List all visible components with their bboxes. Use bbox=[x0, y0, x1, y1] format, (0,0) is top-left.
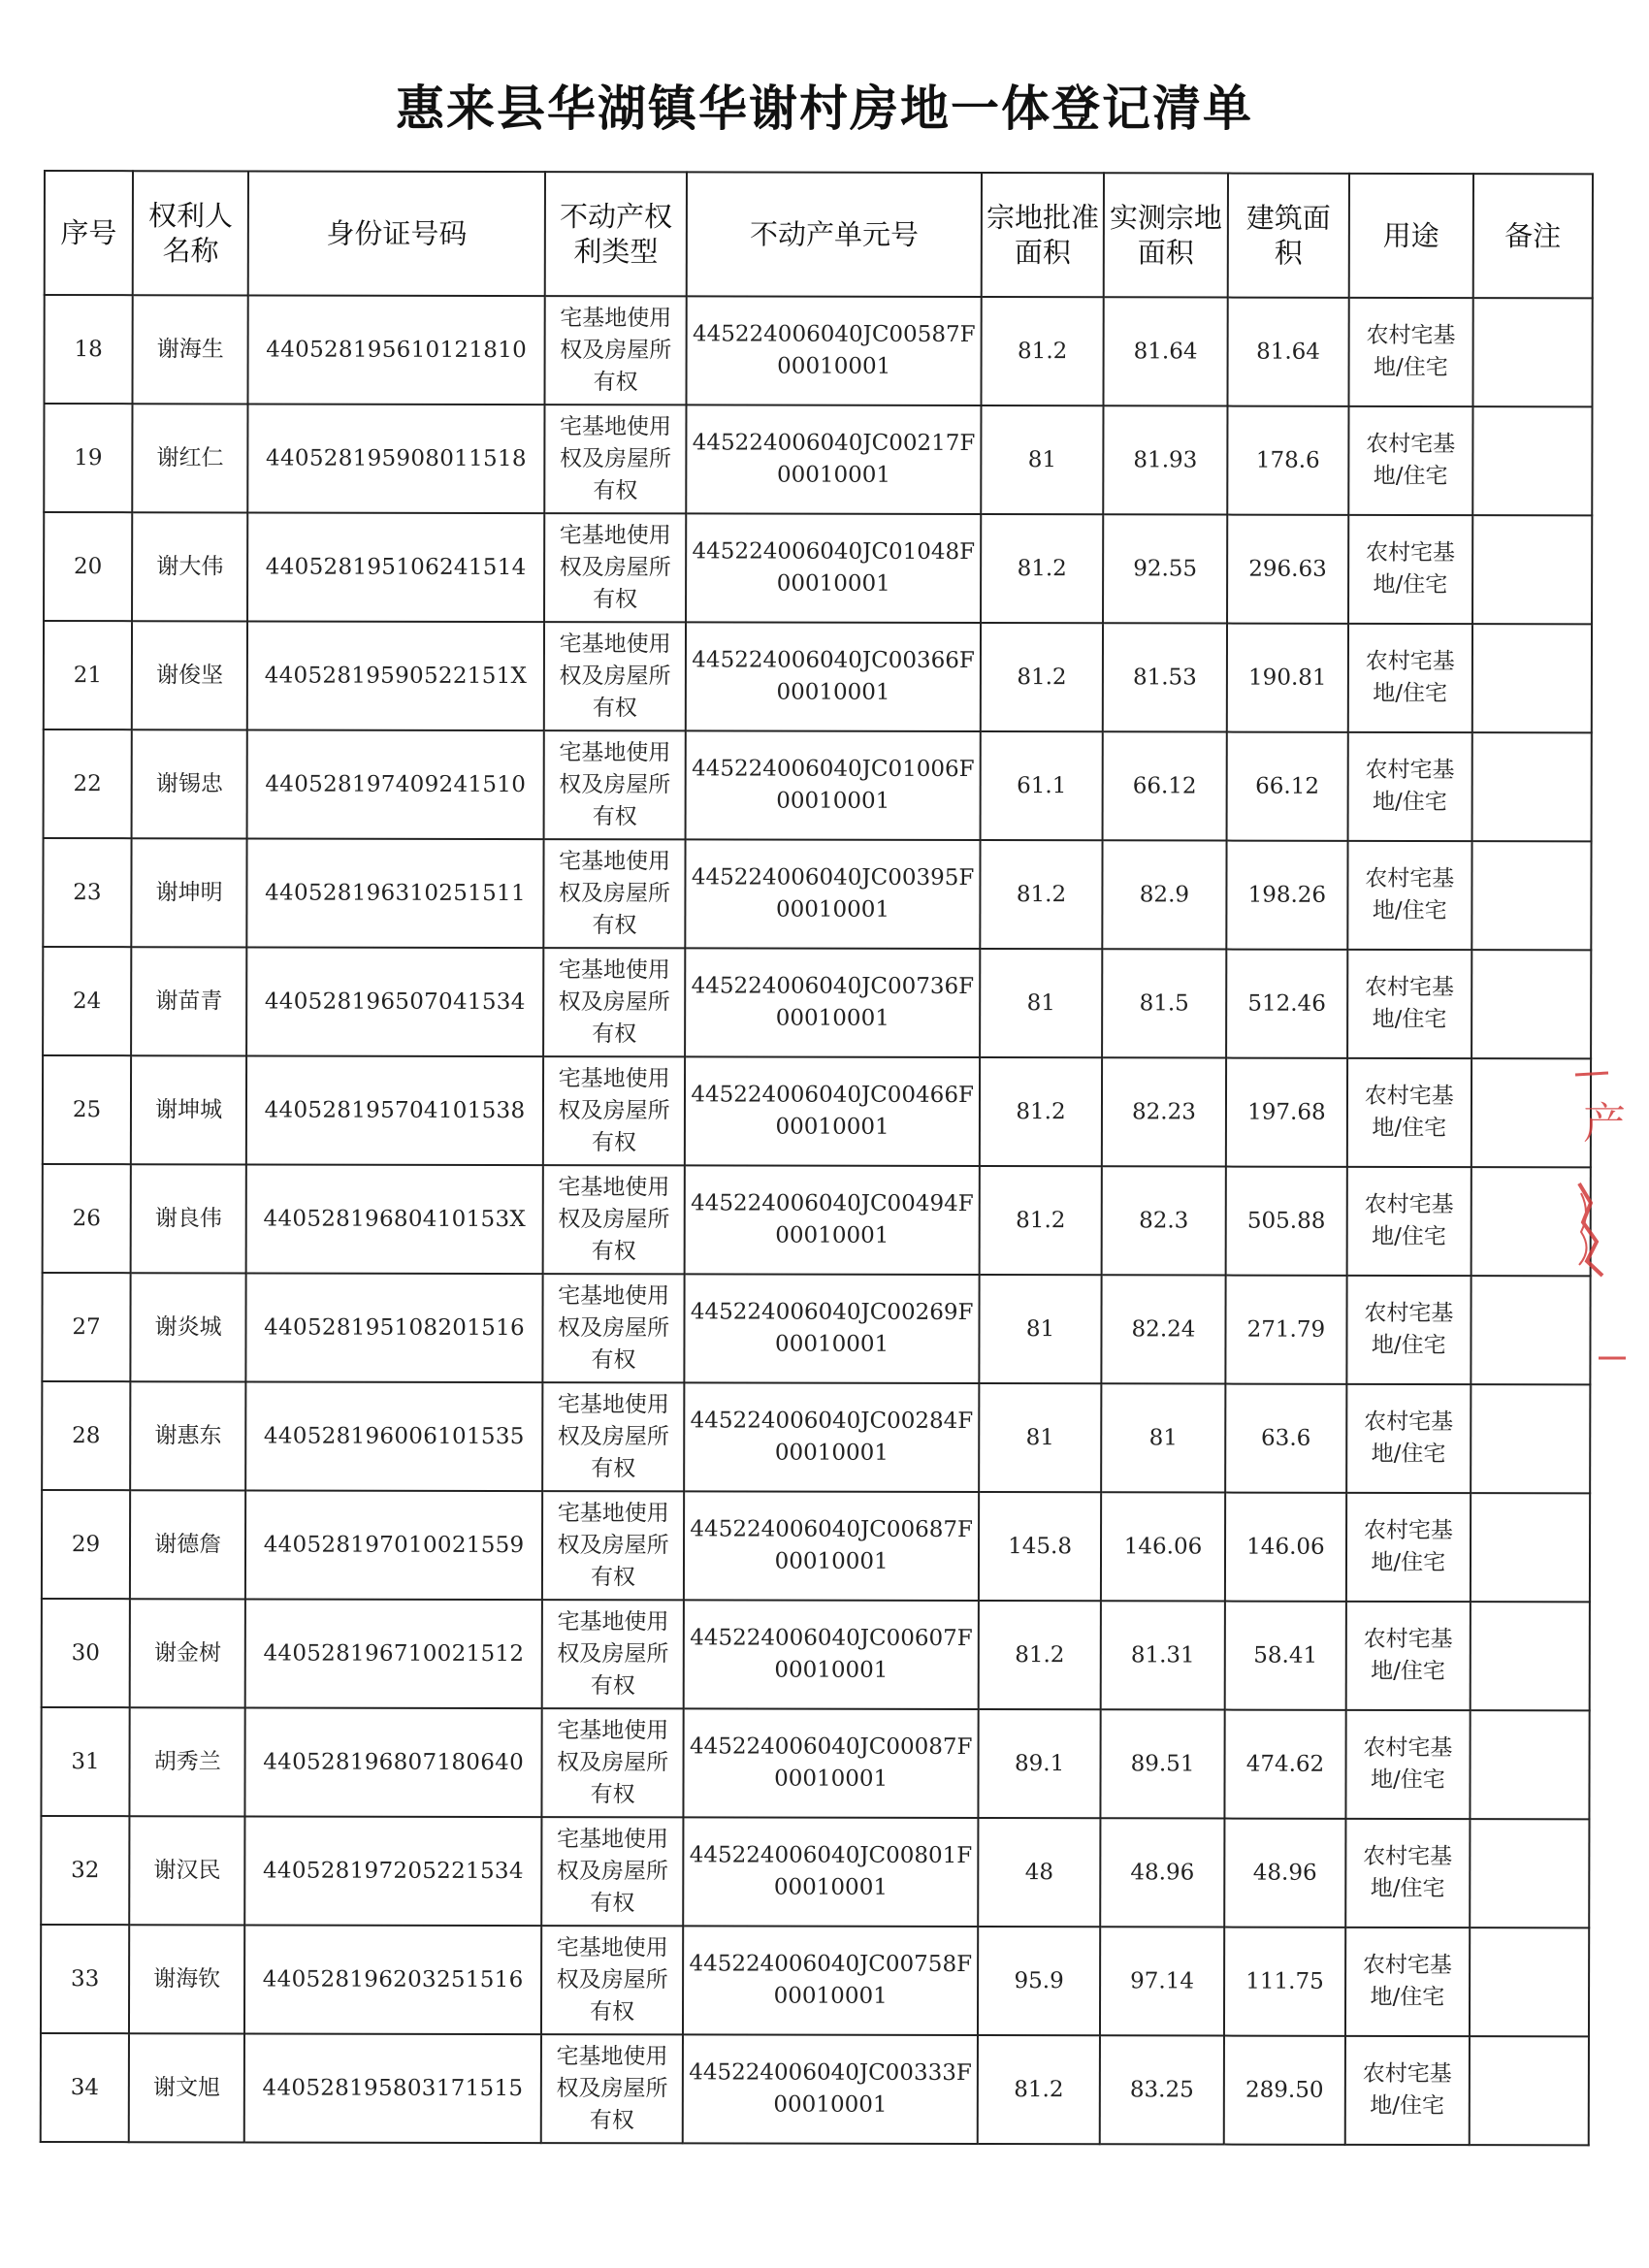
cell-owner-name: 谢良伟 bbox=[131, 1164, 247, 1273]
cell-building-area: 296.63 bbox=[1227, 515, 1349, 624]
cell-unit-number: 445224006040JC00587F00010001 bbox=[687, 296, 982, 405]
cell-remark bbox=[1470, 1602, 1590, 1710]
cell-unit-number: 445224006040JC00217F00010001 bbox=[687, 405, 982, 514]
cell-use: 农村宅基地/住宅 bbox=[1346, 1710, 1471, 1819]
cell-id-number: 44052819590522151X bbox=[247, 621, 544, 730]
cell-approved-area: 81.2 bbox=[978, 2035, 1101, 2144]
cell-right-type: 宅基地使用权及房屋所有权 bbox=[542, 1491, 685, 1600]
cell-use: 农村宅基地/住宅 bbox=[1347, 1167, 1471, 1276]
cell-seq: 18 bbox=[44, 295, 132, 404]
cell-approved-area: 81.2 bbox=[981, 623, 1104, 731]
table-row bbox=[41, 1707, 1589, 1819]
cell-measured-area: 81.5 bbox=[1102, 949, 1226, 1057]
cell-remark bbox=[1472, 406, 1593, 515]
cell-right-type: 宅基地使用权及房屋所有权 bbox=[541, 2034, 684, 2143]
cell-right-type: 宅基地使用权及房屋所有权 bbox=[544, 513, 687, 622]
cell-approved-area: 81 bbox=[980, 949, 1103, 1057]
cell-owner-name: 谢红仁 bbox=[132, 404, 248, 512]
cell-approved-area: 95.9 bbox=[978, 1927, 1101, 2035]
cell-id-number: 440528195803171515 bbox=[244, 2033, 541, 2143]
registration-table bbox=[40, 170, 1594, 2146]
cell-seq: 27 bbox=[42, 1273, 130, 1381]
cell-seq: 24 bbox=[43, 947, 131, 1055]
cell-measured-area: 82.9 bbox=[1103, 840, 1227, 949]
header-remark: 备注 bbox=[1472, 174, 1593, 298]
cell-use: 农村宅基地/住宅 bbox=[1348, 515, 1472, 624]
cell-approved-area: 81.2 bbox=[981, 514, 1104, 623]
cell-owner-name: 胡秀兰 bbox=[129, 1707, 245, 1816]
table-row bbox=[42, 1490, 1590, 1602]
cell-unit-number: 445224006040JC00607F00010001 bbox=[684, 1600, 979, 1709]
cell-remark bbox=[1471, 841, 1592, 950]
table-row bbox=[43, 1055, 1591, 1167]
cell-remark bbox=[1470, 1928, 1590, 2036]
table-header-row bbox=[45, 171, 1593, 298]
seal-glyph: 产 bbox=[1583, 1099, 1626, 1149]
table-row bbox=[44, 621, 1592, 732]
cell-building-area: 178.6 bbox=[1227, 406, 1349, 515]
cell-owner-name: 谢德詹 bbox=[130, 1490, 246, 1599]
cell-building-area: 58.41 bbox=[1224, 1602, 1346, 1710]
cell-use: 农村宅基地/住宅 bbox=[1348, 732, 1472, 841]
cell-id-number: 440528197409241510 bbox=[247, 729, 544, 839]
cell-seq: 22 bbox=[44, 729, 132, 838]
document-title: 惠来县华湖镇华谢村房地一体登记清单 bbox=[396, 81, 1253, 137]
cell-unit-number: 445224006040JC00087F00010001 bbox=[684, 1708, 979, 1818]
table-row bbox=[42, 1599, 1590, 1710]
cell-remark bbox=[1470, 1710, 1590, 1819]
cell-measured-area: 81 bbox=[1101, 1383, 1225, 1492]
cell-right-type: 宅基地使用权及房屋所有权 bbox=[544, 296, 687, 405]
cell-id-number: 440528196203251516 bbox=[244, 1925, 541, 2034]
cell-owner-name: 谢坤明 bbox=[131, 838, 247, 947]
cell-unit-number: 445224006040JC00736F00010001 bbox=[686, 948, 981, 1057]
cell-id-number: 440528195108201516 bbox=[246, 1273, 543, 1382]
cell-use: 农村宅基地/住宅 bbox=[1346, 1276, 1471, 1384]
cell-owner-name: 谢大伟 bbox=[132, 512, 248, 621]
table-row bbox=[44, 729, 1592, 841]
cell-right-type: 宅基地使用权及房屋所有权 bbox=[541, 1926, 684, 2034]
cell-seq: 26 bbox=[43, 1164, 131, 1273]
header-unit: 不动产单元号 bbox=[687, 172, 982, 297]
cell-right-type: 宅基地使用权及房屋所有权 bbox=[543, 839, 686, 948]
cell-approved-area: 48 bbox=[978, 1818, 1101, 1927]
cell-approved-area: 81 bbox=[979, 1275, 1102, 1383]
cell-use: 农村宅基地/住宅 bbox=[1346, 1384, 1471, 1493]
table-row bbox=[42, 1273, 1590, 1384]
cell-measured-area: 97.14 bbox=[1100, 1927, 1224, 2035]
header-type: 不动产权利类型 bbox=[545, 172, 688, 296]
cell-seq: 25 bbox=[43, 1055, 131, 1164]
cell-right-type: 宅基地使用权及房屋所有权 bbox=[541, 1600, 684, 1708]
cell-id-number: 440528196006101535 bbox=[246, 1381, 543, 1491]
cell-use: 农村宅基地/住宅 bbox=[1346, 1602, 1471, 1710]
cell-measured-area: 82.3 bbox=[1102, 1166, 1226, 1275]
cell-right-type: 宅基地使用权及房屋所有权 bbox=[543, 1056, 686, 1165]
cell-measured-area: 48.96 bbox=[1100, 1818, 1224, 1927]
cell-unit-number: 445224006040JC00269F00010001 bbox=[685, 1274, 980, 1383]
header-measured-area: 实测宗地面积 bbox=[1104, 173, 1228, 297]
cell-building-area: 271.79 bbox=[1225, 1276, 1347, 1384]
cell-use: 农村宅基地/住宅 bbox=[1345, 1928, 1470, 2036]
cell-measured-area: 81.31 bbox=[1101, 1601, 1225, 1709]
cell-remark bbox=[1471, 624, 1592, 732]
cell-building-area: 81.64 bbox=[1227, 298, 1349, 406]
cell-remark bbox=[1470, 1819, 1590, 1928]
table-row bbox=[43, 1164, 1591, 1276]
cell-measured-area: 81.53 bbox=[1103, 623, 1227, 731]
cell-id-number: 44052819680410153X bbox=[246, 1164, 543, 1274]
table-row bbox=[41, 1925, 1589, 2036]
table-row bbox=[44, 404, 1592, 515]
cell-seq: 32 bbox=[41, 1816, 129, 1925]
red-seal-stamp bbox=[1569, 1067, 1628, 1387]
cell-unit-number: 445224006040JC00395F00010001 bbox=[686, 839, 981, 949]
cell-remark bbox=[1472, 515, 1593, 624]
cell-seq: 23 bbox=[43, 838, 131, 947]
cell-unit-number: 445224006040JC00333F00010001 bbox=[683, 2034, 978, 2144]
cell-unit-number: 445224006040JC00687F00010001 bbox=[684, 1491, 979, 1601]
cell-building-area: 474.62 bbox=[1224, 1710, 1346, 1819]
cell-approved-area: 81 bbox=[981, 405, 1104, 514]
table-row bbox=[43, 947, 1591, 1058]
cell-approved-area: 81.2 bbox=[979, 1166, 1102, 1275]
cell-measured-area: 89.51 bbox=[1101, 1709, 1225, 1818]
header-building-area: 建筑面积 bbox=[1227, 174, 1349, 298]
header-seq: 序号 bbox=[45, 171, 133, 295]
cell-id-number: 440528197205221534 bbox=[245, 1816, 542, 1926]
header-use: 用途 bbox=[1349, 174, 1473, 298]
cell-right-type: 宅基地使用权及房屋所有权 bbox=[541, 1817, 684, 1926]
cell-measured-area: 82.24 bbox=[1102, 1275, 1226, 1383]
header-name: 权利人名称 bbox=[133, 171, 249, 295]
cell-owner-name: 谢苗青 bbox=[131, 947, 247, 1055]
cell-unit-number: 445224006040JC00284F00010001 bbox=[685, 1382, 980, 1492]
cell-building-area: 63.6 bbox=[1225, 1384, 1347, 1493]
cell-seq: 33 bbox=[41, 1925, 129, 2033]
cell-building-area: 48.96 bbox=[1224, 1819, 1346, 1928]
cell-right-type: 宅基地使用权及房屋所有权 bbox=[542, 1274, 685, 1382]
cell-id-number: 440528195106241514 bbox=[247, 512, 544, 622]
cell-unit-number: 445224006040JC00494F00010001 bbox=[685, 1165, 980, 1275]
cell-use: 农村宅基地/住宅 bbox=[1349, 298, 1473, 406]
cell-owner-name: 谢文旭 bbox=[129, 2033, 245, 2142]
cell-owner-name: 谢坤城 bbox=[131, 1055, 247, 1164]
cell-approved-area: 81.2 bbox=[981, 297, 1104, 405]
cell-use: 农村宅基地/住宅 bbox=[1348, 406, 1472, 515]
cell-use: 农村宅基地/住宅 bbox=[1347, 1058, 1471, 1167]
table-body bbox=[41, 295, 1593, 2145]
cell-seq: 29 bbox=[42, 1490, 130, 1599]
cell-unit-number: 445224006040JC01006F00010001 bbox=[686, 730, 981, 840]
cell-owner-name: 谢汉民 bbox=[129, 1816, 245, 1925]
cell-unit-number: 445224006040JC00366F00010001 bbox=[686, 622, 981, 731]
cell-approved-area: 89.1 bbox=[978, 1709, 1101, 1818]
cell-right-type: 宅基地使用权及房屋所有权 bbox=[543, 730, 686, 839]
cell-seq: 31 bbox=[41, 1707, 129, 1816]
cell-use: 农村宅基地/住宅 bbox=[1347, 841, 1471, 950]
cell-measured-area: 83.25 bbox=[1100, 2035, 1224, 2144]
cell-right-type: 宅基地使用权及房屋所有权 bbox=[543, 948, 686, 1056]
cell-owner-name: 谢俊坚 bbox=[132, 621, 248, 729]
table-row bbox=[43, 838, 1591, 950]
cell-id-number: 440528196310251511 bbox=[247, 838, 544, 948]
cell-id-number: 440528196507041534 bbox=[246, 947, 543, 1056]
cell-approved-area: 81.2 bbox=[979, 1601, 1102, 1709]
cell-approved-area: 145.8 bbox=[979, 1492, 1102, 1601]
cell-remark bbox=[1471, 950, 1592, 1058]
cell-building-area: 190.81 bbox=[1226, 624, 1348, 732]
cell-owner-name: 谢锡忠 bbox=[132, 729, 248, 838]
cell-owner-name: 谢海生 bbox=[133, 295, 249, 404]
cell-measured-area: 82.23 bbox=[1102, 1057, 1226, 1166]
cell-building-area: 505.88 bbox=[1225, 1167, 1347, 1276]
cell-building-area: 66.12 bbox=[1226, 732, 1348, 841]
cell-right-type: 宅基地使用权及房屋所有权 bbox=[542, 1165, 685, 1274]
cell-id-number: 440528195610121810 bbox=[248, 295, 545, 405]
cell-remark bbox=[1471, 732, 1592, 841]
cell-owner-name: 谢炎城 bbox=[130, 1273, 246, 1381]
cell-approved-area: 81.2 bbox=[980, 1057, 1103, 1166]
cell-unit-number: 445224006040JC00801F00010001 bbox=[684, 1817, 979, 1927]
cell-id-number: 440528196710021512 bbox=[245, 1599, 542, 1708]
header-approved-area: 宗地批准面积 bbox=[982, 173, 1105, 297]
table-row bbox=[42, 1381, 1590, 1493]
cell-seq: 28 bbox=[42, 1381, 130, 1490]
cell-owner-name: 谢金树 bbox=[130, 1599, 246, 1707]
cell-seq: 21 bbox=[44, 621, 132, 729]
cell-use: 农村宅基地/住宅 bbox=[1348, 624, 1472, 732]
cell-remark bbox=[1469, 2036, 1589, 2145]
cell-id-number: 440528195704101538 bbox=[246, 1055, 543, 1165]
cell-remark bbox=[1470, 1493, 1590, 1602]
cell-id-number: 440528197010021559 bbox=[245, 1490, 542, 1600]
cell-measured-area: 81.93 bbox=[1104, 405, 1228, 514]
cell-building-area: 111.75 bbox=[1224, 1928, 1346, 2036]
cell-seq: 34 bbox=[41, 2033, 129, 2142]
cell-building-area: 512.46 bbox=[1226, 950, 1348, 1058]
cell-measured-area: 146.06 bbox=[1101, 1492, 1225, 1601]
cell-use: 农村宅基地/住宅 bbox=[1345, 2036, 1470, 2145]
cell-approved-area: 81 bbox=[979, 1383, 1102, 1492]
cell-approved-area: 61.1 bbox=[980, 731, 1103, 840]
cell-measured-area: 81.64 bbox=[1104, 297, 1228, 405]
cell-id-number: 440528195908011518 bbox=[248, 404, 545, 513]
cell-use: 农村宅基地/住宅 bbox=[1347, 950, 1471, 1058]
cell-measured-area: 92.55 bbox=[1103, 514, 1227, 623]
cell-unit-number: 445224006040JC00758F00010001 bbox=[683, 1926, 978, 2035]
cell-approved-area: 81.2 bbox=[980, 840, 1103, 949]
cell-owner-name: 谢海钦 bbox=[129, 1925, 245, 2033]
cell-measured-area: 66.12 bbox=[1103, 731, 1227, 840]
cell-seq: 20 bbox=[44, 512, 132, 621]
cell-building-area: 146.06 bbox=[1225, 1493, 1347, 1602]
table-row bbox=[41, 2033, 1589, 2145]
table-row bbox=[44, 295, 1592, 406]
header-id: 身份证号码 bbox=[248, 171, 545, 296]
cell-right-type: 宅基地使用权及房屋所有权 bbox=[542, 1382, 685, 1491]
cell-right-type: 宅基地使用权及房屋所有权 bbox=[544, 405, 687, 513]
table-row bbox=[41, 1816, 1589, 1928]
cell-use: 农村宅基地/住宅 bbox=[1345, 1819, 1470, 1928]
cell-unit-number: 445224006040JC00466F00010001 bbox=[685, 1056, 980, 1166]
cell-remark bbox=[1471, 1384, 1591, 1493]
cell-building-area: 197.68 bbox=[1226, 1058, 1348, 1167]
cell-unit-number: 445224006040JC01048F00010001 bbox=[686, 513, 981, 623]
cell-right-type: 宅基地使用权及房屋所有权 bbox=[544, 622, 687, 730]
cell-building-area: 289.50 bbox=[1223, 2036, 1345, 2145]
cell-seq: 19 bbox=[44, 404, 132, 512]
cell-use: 农村宅基地/住宅 bbox=[1346, 1493, 1471, 1602]
cell-right-type: 宅基地使用权及房屋所有权 bbox=[541, 1708, 684, 1817]
cell-building-area: 198.26 bbox=[1226, 841, 1348, 950]
cell-remark bbox=[1472, 298, 1593, 406]
cell-seq: 30 bbox=[42, 1599, 130, 1707]
table-row bbox=[44, 512, 1592, 624]
cell-id-number: 440528196807180640 bbox=[245, 1707, 542, 1817]
cell-owner-name: 谢惠东 bbox=[130, 1381, 246, 1490]
